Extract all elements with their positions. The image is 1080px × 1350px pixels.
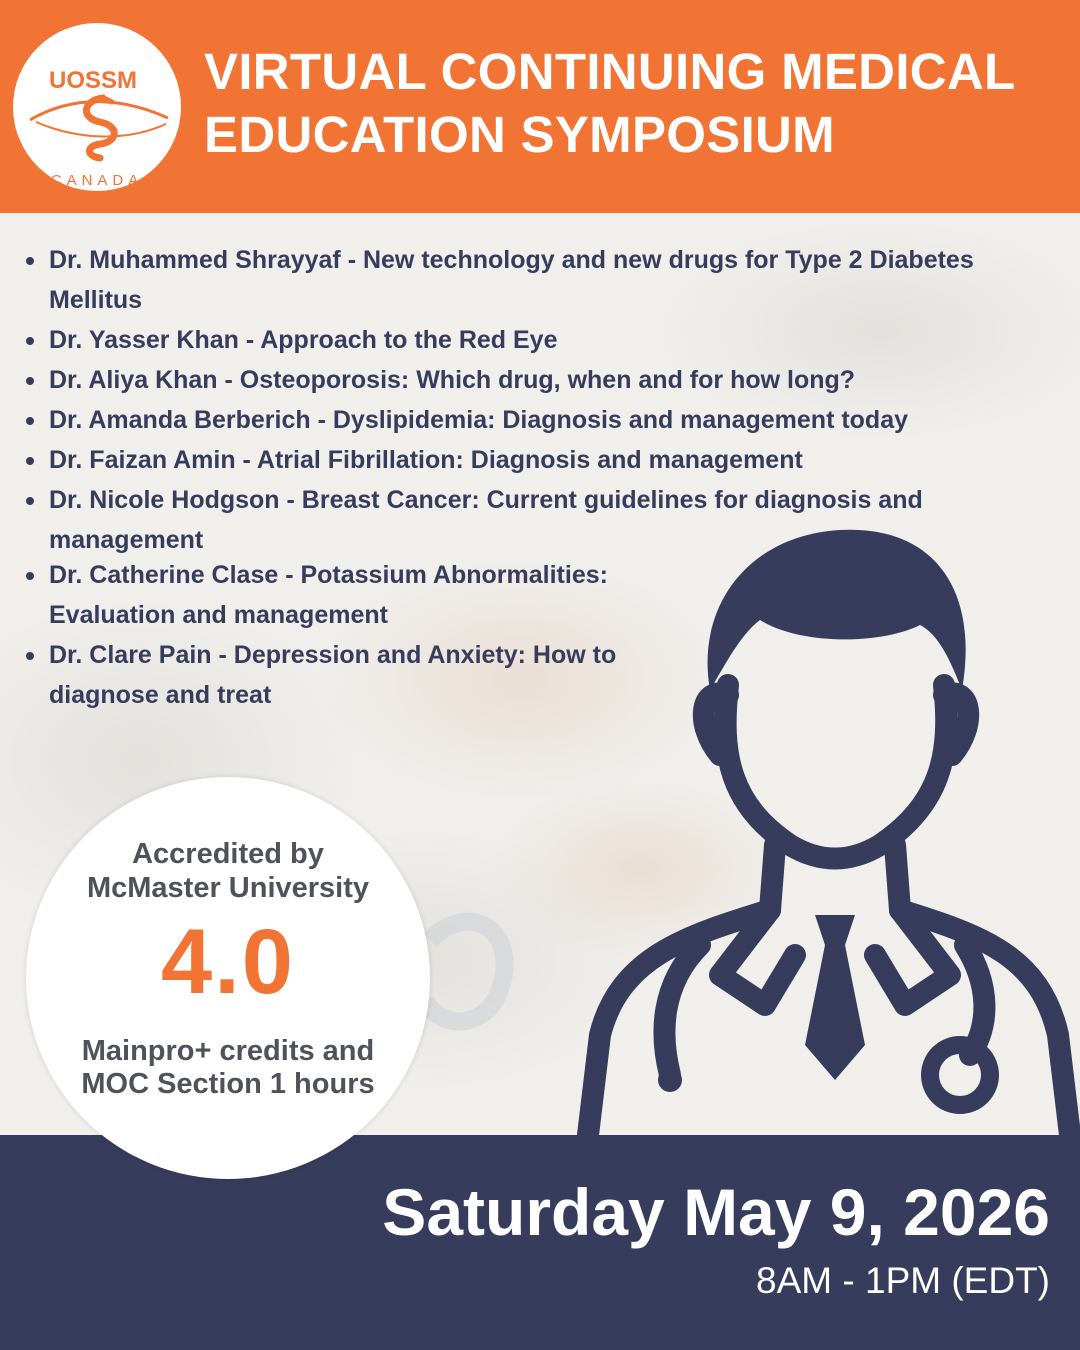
badge-university: McMaster University	[86, 872, 370, 904]
badge-credits: 4.0	[161, 911, 295, 1013]
event-time: 8AM - 1PM (EDT)	[756, 1260, 1050, 1301]
speaker-item: Dr. Clare Pain - Depression and Anxiety: How to diagnose and treat	[20, 635, 689, 715]
title-line-1: VIRTUAL CONTINUING MEDICAL	[204, 43, 1016, 100]
badge-moc-hours: MOC Section 1 hours	[81, 1068, 375, 1100]
title-line-2: EDUCATION SYMPOSIUM	[204, 106, 835, 163]
speaker-item: Dr. Aliya Khan - Osteoporosis: Which drug, when and for how long?	[20, 360, 1070, 400]
logo-text: UOSSM	[48, 67, 138, 94]
speaker-item: Dr. Yasser Khan - Approach to the Red Eye	[20, 320, 1070, 360]
badge-credits-type: Mainpro+ credits and	[81, 1035, 375, 1067]
event-date: Saturday May 9, 2026	[382, 1175, 1050, 1249]
uossm-caduceus-logo	[8, 22, 186, 192]
speaker-item: Dr. Nicole Hodgson - Breast Cancer: Current guidelines for diagnosis and management	[20, 480, 1029, 560]
speaker-item: Dr. Catherine Clase - Potassium Abnormalities: Evaluation and management	[20, 555, 689, 635]
page-title	[204, 40, 1074, 166]
speaker-item: Dr. Muhammed Shrayyaf - New technology and new drugs for Type 2 Diabetes Mellitus	[20, 240, 1070, 320]
badge-accredited-by: Accredited by	[132, 838, 324, 870]
header-banner	[0, 0, 1080, 213]
speaker-item: Dr. Amanda Berberich - Dyslipidemia: Diagnosis and management today	[20, 400, 1070, 440]
doctor-with-stethoscope-icon	[560, 515, 1080, 1150]
speaker-item: Dr. Faizan Amin - Atrial Fibrillation: Diagnosis and management	[20, 440, 1070, 480]
logo-subtext: CANADA	[50, 172, 144, 189]
